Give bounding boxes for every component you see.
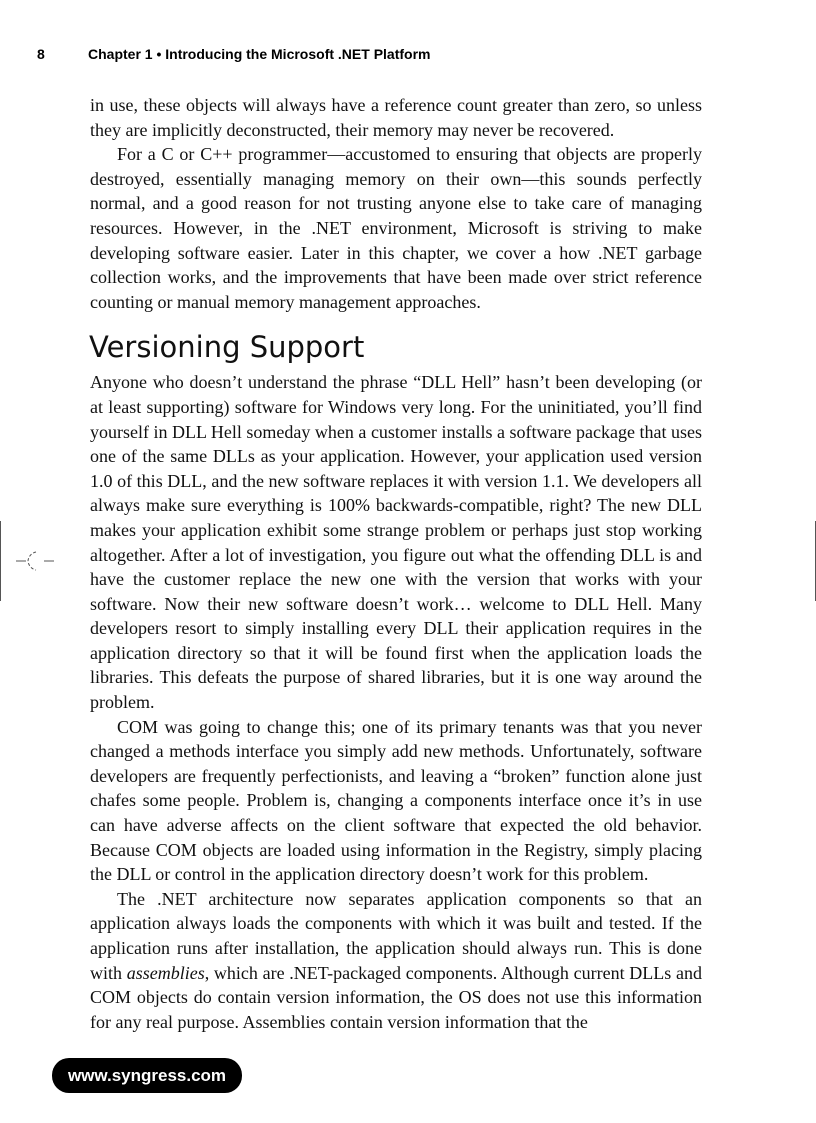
section-heading: Versioning Support bbox=[89, 330, 365, 365]
paragraph-net-architecture bbox=[90, 887, 702, 1035]
publisher-url-badge: www.syngress.com bbox=[52, 1058, 242, 1093]
paragraph-com: COM was going to change this; one of its primary tenants was that you never changed a methods interface you simply add new methods. Unfortunately, software developers are frequently perfectionists, and leaving a “broken” function alone just chafes some people. Problem is, changing a components interface once it’s in use can have adverse affects on the client software that expected the old behavior. Because COM objects are loaded using information in the Registry, simply placing the DLL or control in the application directory doesn’t work for this problem. bbox=[90, 716, 702, 885]
assemblies-term: assemblies bbox=[126, 962, 205, 983]
body-text bbox=[90, 93, 702, 1034]
crop-mark-left bbox=[0, 521, 1, 601]
page-number: 8 bbox=[37, 46, 45, 62]
paragraph-dll-hell: Anyone who doesn’t understand the phrase “DLL Hell” hasn’t been developing (or at least supporting) software for Windows very long. For the uninitiated, you’ll find yourself in DLL Hell someday when a customer installs a software package that uses one of the same DLLs as your application. However, your application used version 1.0 of this DLL, and the new software replaces it with version 1.1. We developers all always make sure everything is 100% backwards-compatible, right? The new DLL makes your application exhibit some strange problem or perhaps just stop working altogether. After a lot of investigation, you figure out what the offending DLL is and have the customer replace the new one with the version that works with your software. Now their new software doesn’t work… welcome to DLL Hell. Many developers resort to simply installing every DLL their application requires in the application directory so that it will be found first when the application loads the libraries. This defeats the purpose of shared libraries, but it is one way around the problem. bbox=[90, 372, 702, 713]
registration-mark-icon bbox=[16, 549, 56, 579]
paragraph-text-start: The .NET architecture now separates application components so that an application always loads the components with which it was built and tested. If the application runs after installation, the application should always run. This is done with bbox=[90, 888, 702, 983]
chapter-title: Chapter 1 • Introducing the Microsoft .NET Platform bbox=[88, 46, 431, 62]
running-header bbox=[37, 46, 737, 66]
paragraph-memory: For a C or C++ programmer—accustomed to ensuring that objects are properly destroyed, essentially managing memory on their own—this sounds perfectly normal, and a good reason for not trusting anyone else to take care of managing resources. However, in the .NET environment, Microsoft is striving to make developing software easier. Later in this chapter, we cover a how .NET garbage collection works, and the improvements that have been made over strict reference counting or manual memory management approaches. bbox=[90, 144, 702, 312]
paragraph-continued: in use, these objects will always have a reference count greater than zero, so unless they are implicitly deconstructed, their memory may never be recovered. bbox=[90, 95, 702, 140]
paragraph-text-end: , which are .NET-packaged components. Although current DLLs and COM objects do contain version information, the OS does not use this information for any real purpose. Assemblies contain version information that the bbox=[90, 962, 702, 1032]
